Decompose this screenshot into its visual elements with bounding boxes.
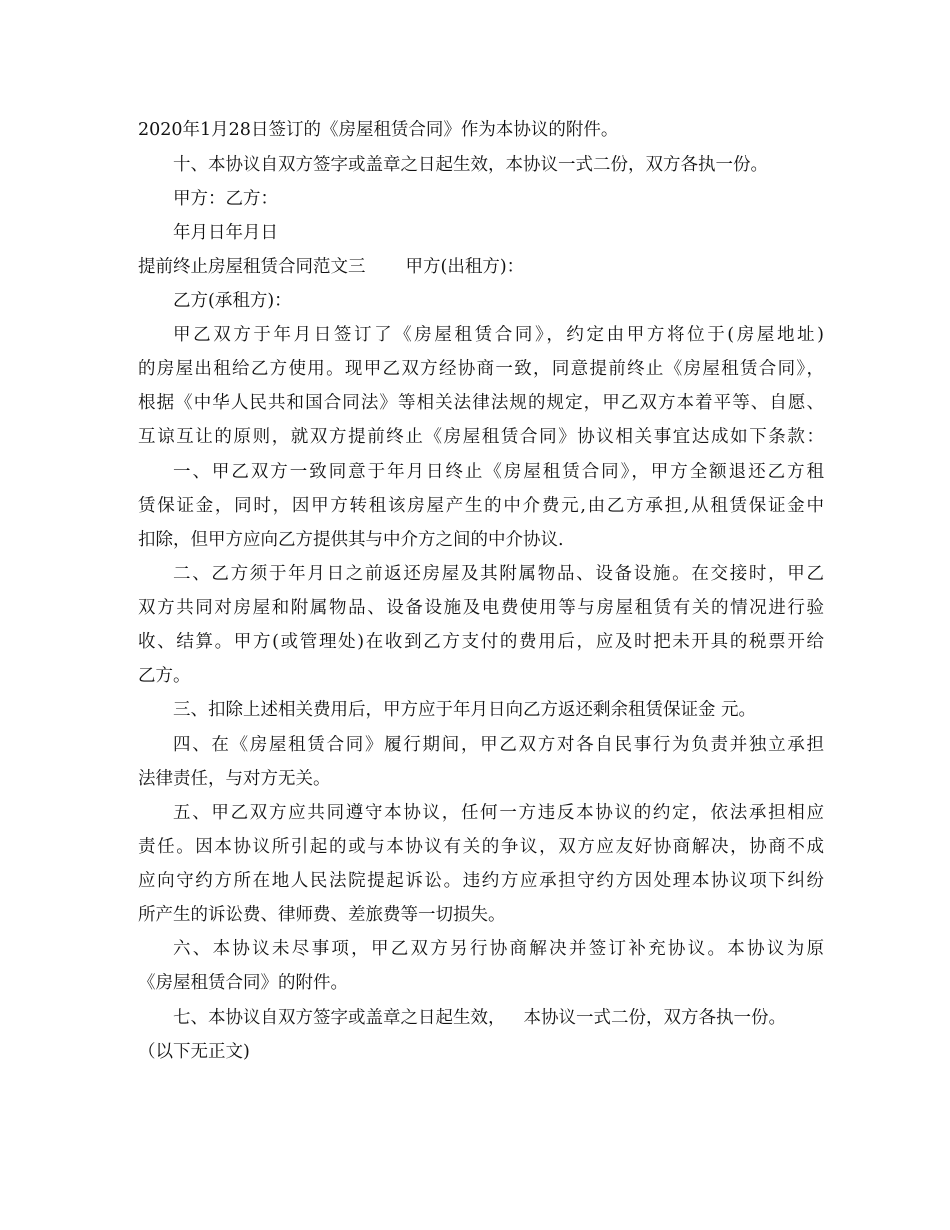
text-line: 《房屋租赁合同》的附件。: [138, 973, 348, 993]
text-line: 赁保证金，同时，因甲方转租该房屋产生的中介费元,由乙方承担,从租赁保证金中: [138, 496, 824, 516]
section-title: 提前终止房屋租赁合同范文三: [138, 257, 366, 277]
text-line: 二、乙方须于年月日之前返还房屋及其附属物品、设备设施。在交接时，甲乙: [173, 564, 824, 584]
text-line: 乙方。: [138, 666, 191, 686]
text-line: 一、甲乙双方一致同意于年月日终止《房屋租赁合同》，甲方全额退还乙方租: [173, 462, 824, 482]
text-line: 收、结算。甲方(或管理处)在收到乙方支付的费用后，应及时把未开具的税票开给: [138, 632, 824, 652]
text-line: 应向守约方所在地人民法院提起诉讼。违约方应承担守约方因处理本协议项下纠纷: [138, 871, 824, 891]
text-line: 四、在《房屋租赁合同》履行期间，甲乙双方对各自民事行为负责并独立承担: [173, 735, 824, 755]
text-line: 2020年1月28日签订的《房屋租赁合同》作为本协议的附件。: [138, 120, 619, 140]
text-line: 甲方：乙方：: [173, 189, 278, 209]
text-line: 三、扣除上述相关费用后，甲方应于年月日向乙方返还剩余租赁保证金 元。: [173, 700, 757, 720]
text-line: 双方共同对房屋和附属物品、设备设施及电费使用等与房屋租赁有关的情况进行验: [138, 598, 824, 618]
clause-seven-part-2: 本协议一式二份，双方各执一份。: [523, 1008, 786, 1028]
text-line: 十、本协议自双方签字或盖章之日起生效，本协议一式二份，双方各执一份。: [173, 155, 768, 175]
party-a-label: 甲方(出租方)：: [405, 257, 525, 277]
text-line: 的房屋出租给乙方使用。现甲乙双方经协商一致，同意提前终止《房屋租赁合同》，: [138, 359, 824, 379]
text-line: 六、本协议未尽事项，甲乙双方另行协商解决并签订补充协议。本协议为原: [173, 939, 824, 959]
text-line: 所产生的诉讼费、律师费、差旅费等一切损失。: [138, 905, 506, 925]
end-note: （以下无正文): [138, 1042, 250, 1062]
clause-seven-part-1: 七、本协议自双方签字或盖章之日起生效，: [173, 1008, 506, 1028]
text-line: 责任。因本协议所引起的或与本协议有关的争议，双方应友好协商解决，协商不成: [138, 837, 824, 857]
text-line: 甲乙双方于年月日签订了《房屋租赁合同》，约定由甲方将位于(房屋地址): [173, 325, 824, 345]
section-title-line: [138, 255, 524, 279]
text-line: 年月日年月日: [173, 223, 278, 243]
text-line: [173, 1006, 786, 1030]
text-line: 根据《中华人民共和国合同法》等相关法律法规的规定，甲乙双方本着平等、自愿、: [138, 393, 824, 413]
text-line: 互谅互让的原则，就双方提前终止《房屋租赁合同》协议相关事宜达成如下条款：: [138, 427, 824, 447]
text-line: 法律责任，与对方无关。: [138, 769, 331, 789]
text-line: 扣除，但甲方应向乙方提供其与中介方之间的中介协议.: [138, 530, 564, 550]
party-b-label: 乙方(承租方)：: [173, 291, 292, 311]
text-line: 五、甲乙双方应共同遵守本协议，任何一方违反本协议的约定，依法承担相应: [173, 803, 824, 823]
